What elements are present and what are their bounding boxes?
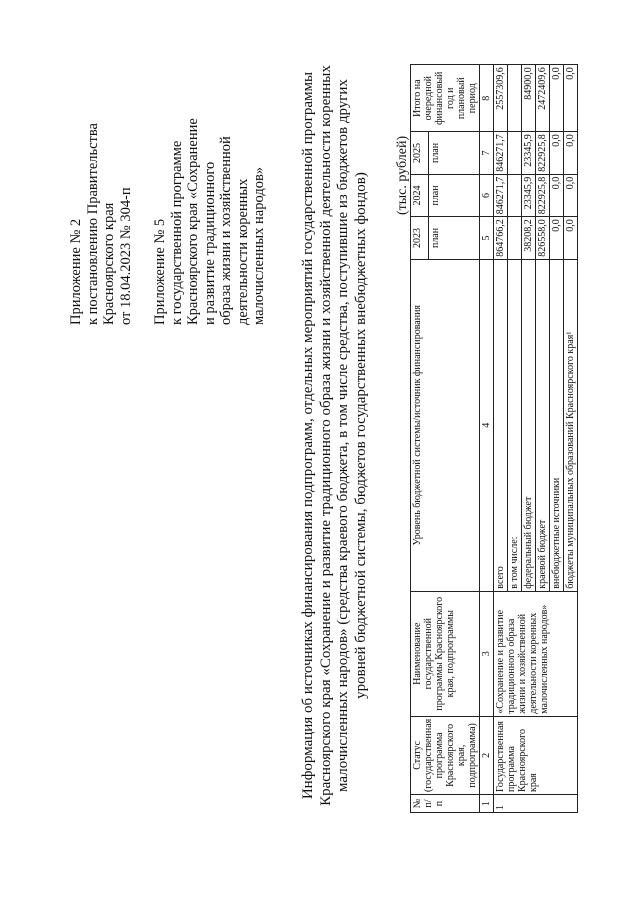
value-2025: [508, 132, 522, 175]
source-label: бюджеты муниципальных образований Красноярского края¹: [564, 259, 578, 591]
financing-table: [410, 64, 578, 813]
header-line: от 18.04.2023 № 304-п: [117, 187, 134, 325]
value-total: 0,0: [564, 65, 578, 132]
column-number: 3: [480, 591, 494, 716]
header-line: Приложение № 2: [68, 218, 84, 325]
document-title: Информация об источниках финансирования подпрограмм, отдельных мероприятий государственной программы Красноярского края «Сохранение и развитие традиционного образа жизни и хозяйственной деятельности коренных малочисленных народов» (средства краевого бюджета, в том числе средства, поступившие из бюджетов других уровней бюджетной системы, бюджетов государственных внебюджетных фондов): [300, 65, 369, 806]
header-line: образа жизни и хозяйственной: [218, 136, 234, 325]
value-total: 2557309,6: [494, 65, 508, 132]
appendix-reference: [152, 118, 268, 325]
header-line: и развитие традиционного: [201, 161, 218, 325]
value-2025: 0,0: [550, 132, 564, 175]
value-2023: 0,0: [550, 217, 564, 260]
plan-label: план: [429, 217, 480, 260]
source-label: всего: [494, 259, 508, 591]
table-row: [494, 65, 508, 813]
col-header-2023: 2023: [411, 217, 429, 260]
table-header-row: [411, 65, 429, 813]
column-number: 5: [480, 217, 494, 260]
col-header-status: Статус (государственная программа Красноярского края, подпрограмма): [411, 716, 480, 794]
value-2023: [508, 217, 522, 260]
source-label: в том числе:: [508, 259, 522, 591]
column-number: 7: [480, 132, 494, 175]
column-numbers-row: [480, 65, 494, 813]
col-header-num: № п/п: [411, 795, 480, 813]
value-2024: 822925,8: [536, 174, 550, 217]
value-total: [508, 65, 522, 132]
value-total: 0,0: [550, 65, 564, 132]
col-header-level: Уровень бюджетной системы/источник финансирования: [411, 259, 480, 591]
col-header-total: Итого на очередной финансовый год и плановый период: [411, 65, 480, 132]
plan-label: план: [429, 132, 480, 175]
value-2023: 38208,2: [522, 217, 536, 260]
column-number: 8: [480, 65, 494, 132]
source-label: внебюджетные источники: [550, 259, 564, 591]
value-2024: 0,0: [550, 174, 564, 217]
value-2025: 0,0: [564, 132, 578, 175]
source-label: краевой бюджет: [536, 259, 550, 591]
value-2023: 0,0: [564, 217, 578, 260]
value-2024: 0,0: [564, 174, 578, 217]
value-2025: 822925,8: [536, 132, 550, 175]
header-line: Красноярского края: [101, 202, 117, 325]
column-number: 4: [480, 259, 494, 591]
row-number: 1: [494, 795, 578, 813]
row-status: Государственная программа Красноярского края: [494, 716, 578, 794]
value-2023: 864766,2: [494, 217, 508, 260]
appendix-header: [68, 123, 134, 325]
value-2024: 846271,7: [494, 174, 508, 217]
value-2024: [508, 174, 522, 217]
value-2025: 846271,7: [494, 132, 508, 175]
value-total: 84900,0: [522, 65, 536, 132]
header-line: Красноярского края «Сохранение: [185, 118, 201, 325]
col-header-name: Наименование государственной программы Красноярского края, подпрограммы: [411, 591, 480, 716]
value-2024: 23345,9: [522, 174, 536, 217]
header-line: деятельности коренных: [234, 178, 251, 325]
header-line: к постановлению Правительства: [84, 123, 101, 325]
plan-label: план: [429, 174, 480, 217]
row-program-name: «Сохранение и развитие традиционного образа жизни и хозяйственной деятельности коренных малочисленных народов»: [494, 591, 578, 716]
col-header-2024: 2024: [411, 174, 429, 217]
header-line: малочисленных народов»: [251, 166, 267, 325]
column-number: 2: [480, 716, 494, 794]
value-2025: 23345,9: [522, 132, 536, 175]
value-total: 2472409,6: [536, 65, 550, 132]
header-line: Приложение № 5: [152, 218, 168, 325]
value-2023: 826558,0: [536, 217, 550, 260]
source-label: федеральный бюджет: [522, 259, 536, 591]
column-number: 1: [480, 795, 494, 813]
col-header-2025: 2025: [411, 132, 429, 175]
header-line: к государственной программе: [168, 140, 185, 325]
units-label: (тыс. рублей): [395, 135, 410, 215]
column-number: 6: [480, 174, 494, 217]
